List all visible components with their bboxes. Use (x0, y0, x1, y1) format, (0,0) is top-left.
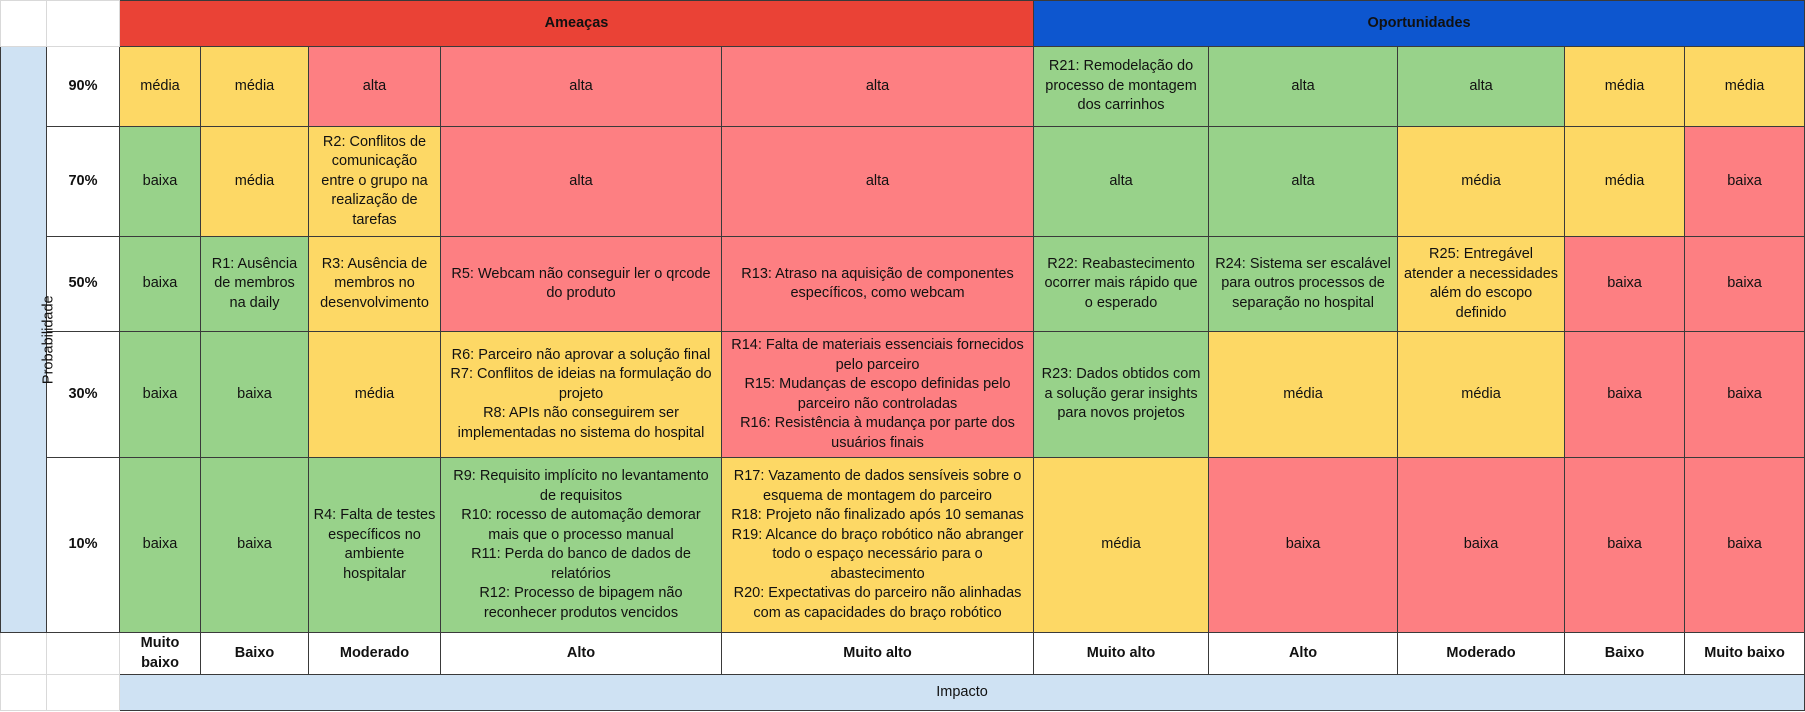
cell-text-line: R7: Conflitos de ideias na formulação do (450, 366, 712, 383)
matrix-cell[interactable] (441, 47, 722, 127)
cell-text-line: a solução gerar insights (1044, 385, 1198, 402)
cell-text-line: R11: Perda do banco de dados de (471, 546, 691, 562)
cell-text-line: R22: Reabastecimento (1047, 255, 1195, 272)
probability-value[interactable]: 50% (47, 237, 120, 332)
matrix-cell[interactable] (309, 332, 441, 458)
cell-text-line: tarefas (352, 211, 397, 228)
cell-text-line: R18: Projeto não finalizado após 10 semanas (731, 507, 1024, 523)
cell-text-line: R10: rocesso de automação demorar (461, 507, 701, 523)
cell-text-line: média (140, 77, 180, 94)
empty-cell[interactable] (1, 675, 47, 711)
cell-text-line: reconhecer produtos vencidos (483, 604, 679, 621)
cell-text-line: média (1604, 77, 1645, 94)
probability-value[interactable]: 70% (47, 127, 120, 237)
impact-level-label[interactable]: Muito alto (722, 633, 1034, 675)
opportunities-header[interactable]: Oportunidades (1034, 1, 1805, 47)
cell-text-line: para outros processos de (1221, 275, 1385, 292)
cell-text-line: baixa (1607, 275, 1642, 292)
cell-text-line: R19: Alcance do braço robótico não abranger (731, 526, 1024, 543)
matrix-cell[interactable] (201, 237, 309, 332)
cell-text-line: específicos no (328, 526, 421, 543)
cell-text-line: realização de (331, 192, 418, 209)
matrix-cell[interactable] (201, 458, 309, 633)
cell-text-line: R21: Remodelação do (1048, 58, 1194, 75)
cell-text-line: o esperado (1084, 294, 1158, 311)
cell-text-line: R15: Mudanças de escopo definidas pelo (744, 376, 1011, 392)
matrix-cell[interactable] (201, 47, 309, 127)
cell-text-line: dos carrinhos (1077, 97, 1165, 114)
cell-text-line: R2: Conflitos de (322, 133, 427, 150)
matrix-cell[interactable] (441, 237, 722, 332)
cell-text-line: R17: Vazamento de dados sensíveis sobre o (733, 468, 1022, 484)
cell-text-line: R23: Dados obtidos com (1041, 366, 1201, 383)
threats-header[interactable]: Ameaças (120, 1, 1034, 47)
matrix-cell[interactable] (722, 332, 1034, 458)
cell-text-line: hospitalar (343, 565, 406, 582)
cell-text-line: separação no hospital (1232, 294, 1374, 311)
probability-row (1, 237, 1805, 332)
cell-text-line: do produto (546, 285, 616, 301)
cell-text-line: parceiro não controladas (797, 395, 958, 412)
impact-level-label[interactable]: Alto (441, 633, 722, 675)
cell-text-line: baixa (1463, 536, 1499, 553)
matrix-cell[interactable] (1209, 458, 1398, 633)
impact-axis-label[interactable]: Impacto (120, 675, 1805, 711)
matrix-cell[interactable] (1398, 127, 1565, 237)
cell-text-line: atender a necessidades (1404, 265, 1559, 282)
matrix-cell[interactable] (201, 332, 309, 458)
matrix-cell[interactable] (1565, 332, 1685, 458)
cell-text-line: pelo parceiro (835, 356, 920, 373)
empty-cell[interactable] (1, 633, 47, 675)
cell-text-line: ambiente (344, 546, 405, 562)
cell-text-line: R13: Atraso na aquisição de componentes (741, 265, 1014, 282)
cell-text-line: R25: Entregável (1429, 246, 1534, 262)
cell-text-line: R3: Ausência de (321, 255, 428, 272)
cell-text-line: R1: Ausência (211, 255, 298, 272)
cell-text-line: R8: APIs não conseguirem ser (483, 405, 679, 422)
cell-text-line: alta (865, 172, 890, 189)
cell-text-line: R12: Processo de bipagem não (479, 585, 683, 601)
cell-text-line: alta (1291, 77, 1315, 94)
cell-text-line: média (354, 385, 395, 402)
cell-text-line: abastecimento (830, 565, 925, 582)
cell-text-line: R24: Sistema ser escalável (1215, 255, 1391, 272)
matrix-cell[interactable] (1685, 332, 1805, 458)
corner-cell[interactable] (47, 1, 120, 47)
probability-row (1, 47, 1805, 127)
matrix-cell[interactable] (1034, 127, 1209, 237)
matrix-cell[interactable] (120, 332, 201, 458)
matrix-cell[interactable] (1565, 127, 1685, 237)
matrix-cell[interactable] (1565, 458, 1685, 633)
cell-text-line: definido (1455, 304, 1507, 321)
probability-row (1, 127, 1805, 237)
probability-value[interactable]: 90% (47, 47, 120, 127)
matrix-cell[interactable] (1398, 332, 1565, 458)
matrix-cell[interactable] (722, 127, 1034, 237)
matrix-cell[interactable] (120, 237, 201, 332)
matrix-cell[interactable] (1034, 332, 1209, 458)
cell-text-line: baixa (142, 536, 178, 553)
cell-text-line: alta (865, 77, 890, 94)
probability-axis-label[interactable] (1, 47, 57, 633)
cell-text-line: média (1283, 385, 1323, 402)
cell-text-line: para novos projetos (1057, 405, 1185, 422)
matrix-cell[interactable] (1398, 47, 1565, 127)
cell-text-line: baixa (1607, 536, 1642, 553)
matrix-cell[interactable] (1565, 237, 1685, 332)
impact-axis-row (1, 675, 1805, 711)
probability-axis-text: Probabilidade (40, 295, 57, 384)
impact-labels-row (1, 633, 1805, 675)
cell-text-line: alta (1469, 77, 1493, 94)
matrix-cell[interactable] (1565, 47, 1685, 127)
matrix-cell[interactable] (120, 47, 201, 127)
cell-text-line: R16: Resistência à mudança por parte dos (740, 415, 1015, 431)
cell-text-line: baixa (1285, 536, 1321, 553)
cell-text-line: baixa (1727, 172, 1762, 189)
cell-text-line: alta (569, 77, 593, 94)
probability-value[interactable]: 10% (47, 458, 120, 633)
cell-text-line: de requisitos (539, 487, 623, 504)
cell-text-line: com as capacidades do braço robótico (753, 604, 1002, 621)
matrix-cell[interactable] (1398, 458, 1565, 633)
cell-text-line: alta (569, 172, 593, 189)
cell-text-line: alta (1291, 172, 1315, 189)
matrix-cell[interactable] (1685, 127, 1805, 237)
matrix-cell[interactable] (1034, 47, 1209, 127)
cell-text-line: baixa (1727, 275, 1762, 292)
cell-text-line: baixa (237, 536, 272, 553)
matrix-cell[interactable] (1209, 237, 1398, 332)
cell-text-line: R9: Requisito implícito no levantamento (453, 468, 709, 484)
cell-text-line: projeto (558, 385, 604, 402)
matrix-cell[interactable] (309, 458, 441, 633)
matrix-cell[interactable] (1209, 47, 1398, 127)
cell-text-line: entre o grupo na (321, 172, 428, 189)
matrix-cell[interactable] (120, 127, 201, 237)
probability-row (1, 458, 1805, 633)
matrix-cell[interactable] (1398, 237, 1565, 332)
matrix-cell[interactable] (1685, 47, 1805, 127)
probability-value[interactable]: 30% (47, 332, 120, 458)
cell-text-line: de membros (214, 275, 295, 292)
cell-text-line: específicos, como webcam (790, 285, 965, 301)
impact-level-label[interactable]: Moderado (1398, 633, 1565, 675)
cell-text-line: todo o espaço necessário para o (772, 546, 983, 562)
matrix-cell[interactable] (1209, 332, 1398, 458)
matrix-cell[interactable] (120, 458, 201, 633)
cell-text-line: baixa (1607, 385, 1642, 402)
cell-text-line: baixa (142, 275, 178, 292)
cell-text-line: R20: Expectativas do parceiro não alinhadas (733, 585, 1022, 601)
cell-text-line: média (234, 77, 275, 94)
cell-text-line: membros no (334, 275, 415, 292)
matrix-cell[interactable] (1209, 127, 1398, 237)
cell-text-line: implementadas no sistema do hospital (457, 424, 705, 441)
cell-text-line: relatórios (551, 565, 611, 582)
corner-cell[interactable] (1, 1, 47, 47)
matrix-cell[interactable] (722, 47, 1034, 127)
matrix-cell[interactable] (1685, 237, 1805, 332)
matrix-cell[interactable] (309, 237, 441, 332)
matrix-cell[interactable] (1034, 237, 1209, 332)
cell-text-line: R14: Falta de materiais essenciais fornecidos (731, 337, 1024, 353)
cell-text-line: baixa (1727, 385, 1762, 402)
matrix-cell[interactable] (309, 127, 441, 237)
matrix-cell[interactable] (441, 332, 722, 458)
cell-text-line: além do escopo (1429, 285, 1533, 301)
matrix-cell[interactable] (441, 458, 722, 633)
cell-text-line: R6: Parceiro não aprovar a solução final (451, 346, 711, 363)
empty-cell[interactable] (47, 633, 120, 675)
impact-level-label[interactable]: Alto (1209, 633, 1398, 675)
cell-text-line: média (1461, 172, 1501, 189)
cell-text-line: média (1101, 536, 1141, 553)
cell-text-line: baixa (142, 172, 178, 189)
cell-text-line: baixa (1727, 536, 1762, 553)
impact-level-label[interactable]: Muito baixo (1685, 633, 1805, 675)
cell-text-line: usuários finais (831, 434, 924, 451)
impact-level-label[interactable]: Muito alto (1034, 633, 1209, 675)
cell-text-line: média (1461, 385, 1501, 402)
matrix-cell[interactable] (441, 127, 722, 237)
cell-text-line: comunicação (331, 153, 418, 170)
cell-text-line: baixa (142, 385, 178, 402)
cell-text-line: na daily (229, 294, 280, 311)
impact-level-label[interactable]: Muito baixo (120, 633, 201, 675)
cell-text-line: esquema de montagem do parceiro (763, 487, 992, 504)
cell-text-line: processo de montagem (1045, 77, 1197, 94)
cell-text-line: alta (1109, 172, 1133, 189)
matrix-cell[interactable] (722, 237, 1034, 332)
cell-text-line: média (1604, 172, 1645, 189)
cell-text-line: R4: Falta de testes (313, 507, 436, 523)
cell-text-line: ocorrer mais rápido que (1044, 275, 1198, 292)
matrix-cell[interactable] (1685, 458, 1805, 633)
cell-text-line: R5: Webcam não conseguir ler o qrcode (451, 265, 711, 282)
cell-text-line: alta (362, 77, 387, 94)
empty-cell[interactable] (47, 675, 120, 711)
cell-text-line: mais que o processo manual (488, 526, 674, 543)
impact-level-label[interactable]: Baixo (1565, 633, 1685, 675)
matrix-cell[interactable] (722, 458, 1034, 633)
matrix-cell[interactable] (1034, 458, 1209, 633)
impact-level-label[interactable]: Moderado (309, 633, 441, 675)
cell-text-line: baixa (237, 385, 272, 402)
matrix-cell[interactable] (201, 127, 309, 237)
cell-text-line: média (234, 172, 275, 189)
probability-row (1, 332, 1805, 458)
matrix-cell[interactable] (309, 47, 441, 127)
cell-text-line: desenvolvimento (320, 294, 429, 311)
impact-level-label[interactable]: Baixo (201, 633, 309, 675)
cell-text-line: média (1724, 77, 1765, 94)
